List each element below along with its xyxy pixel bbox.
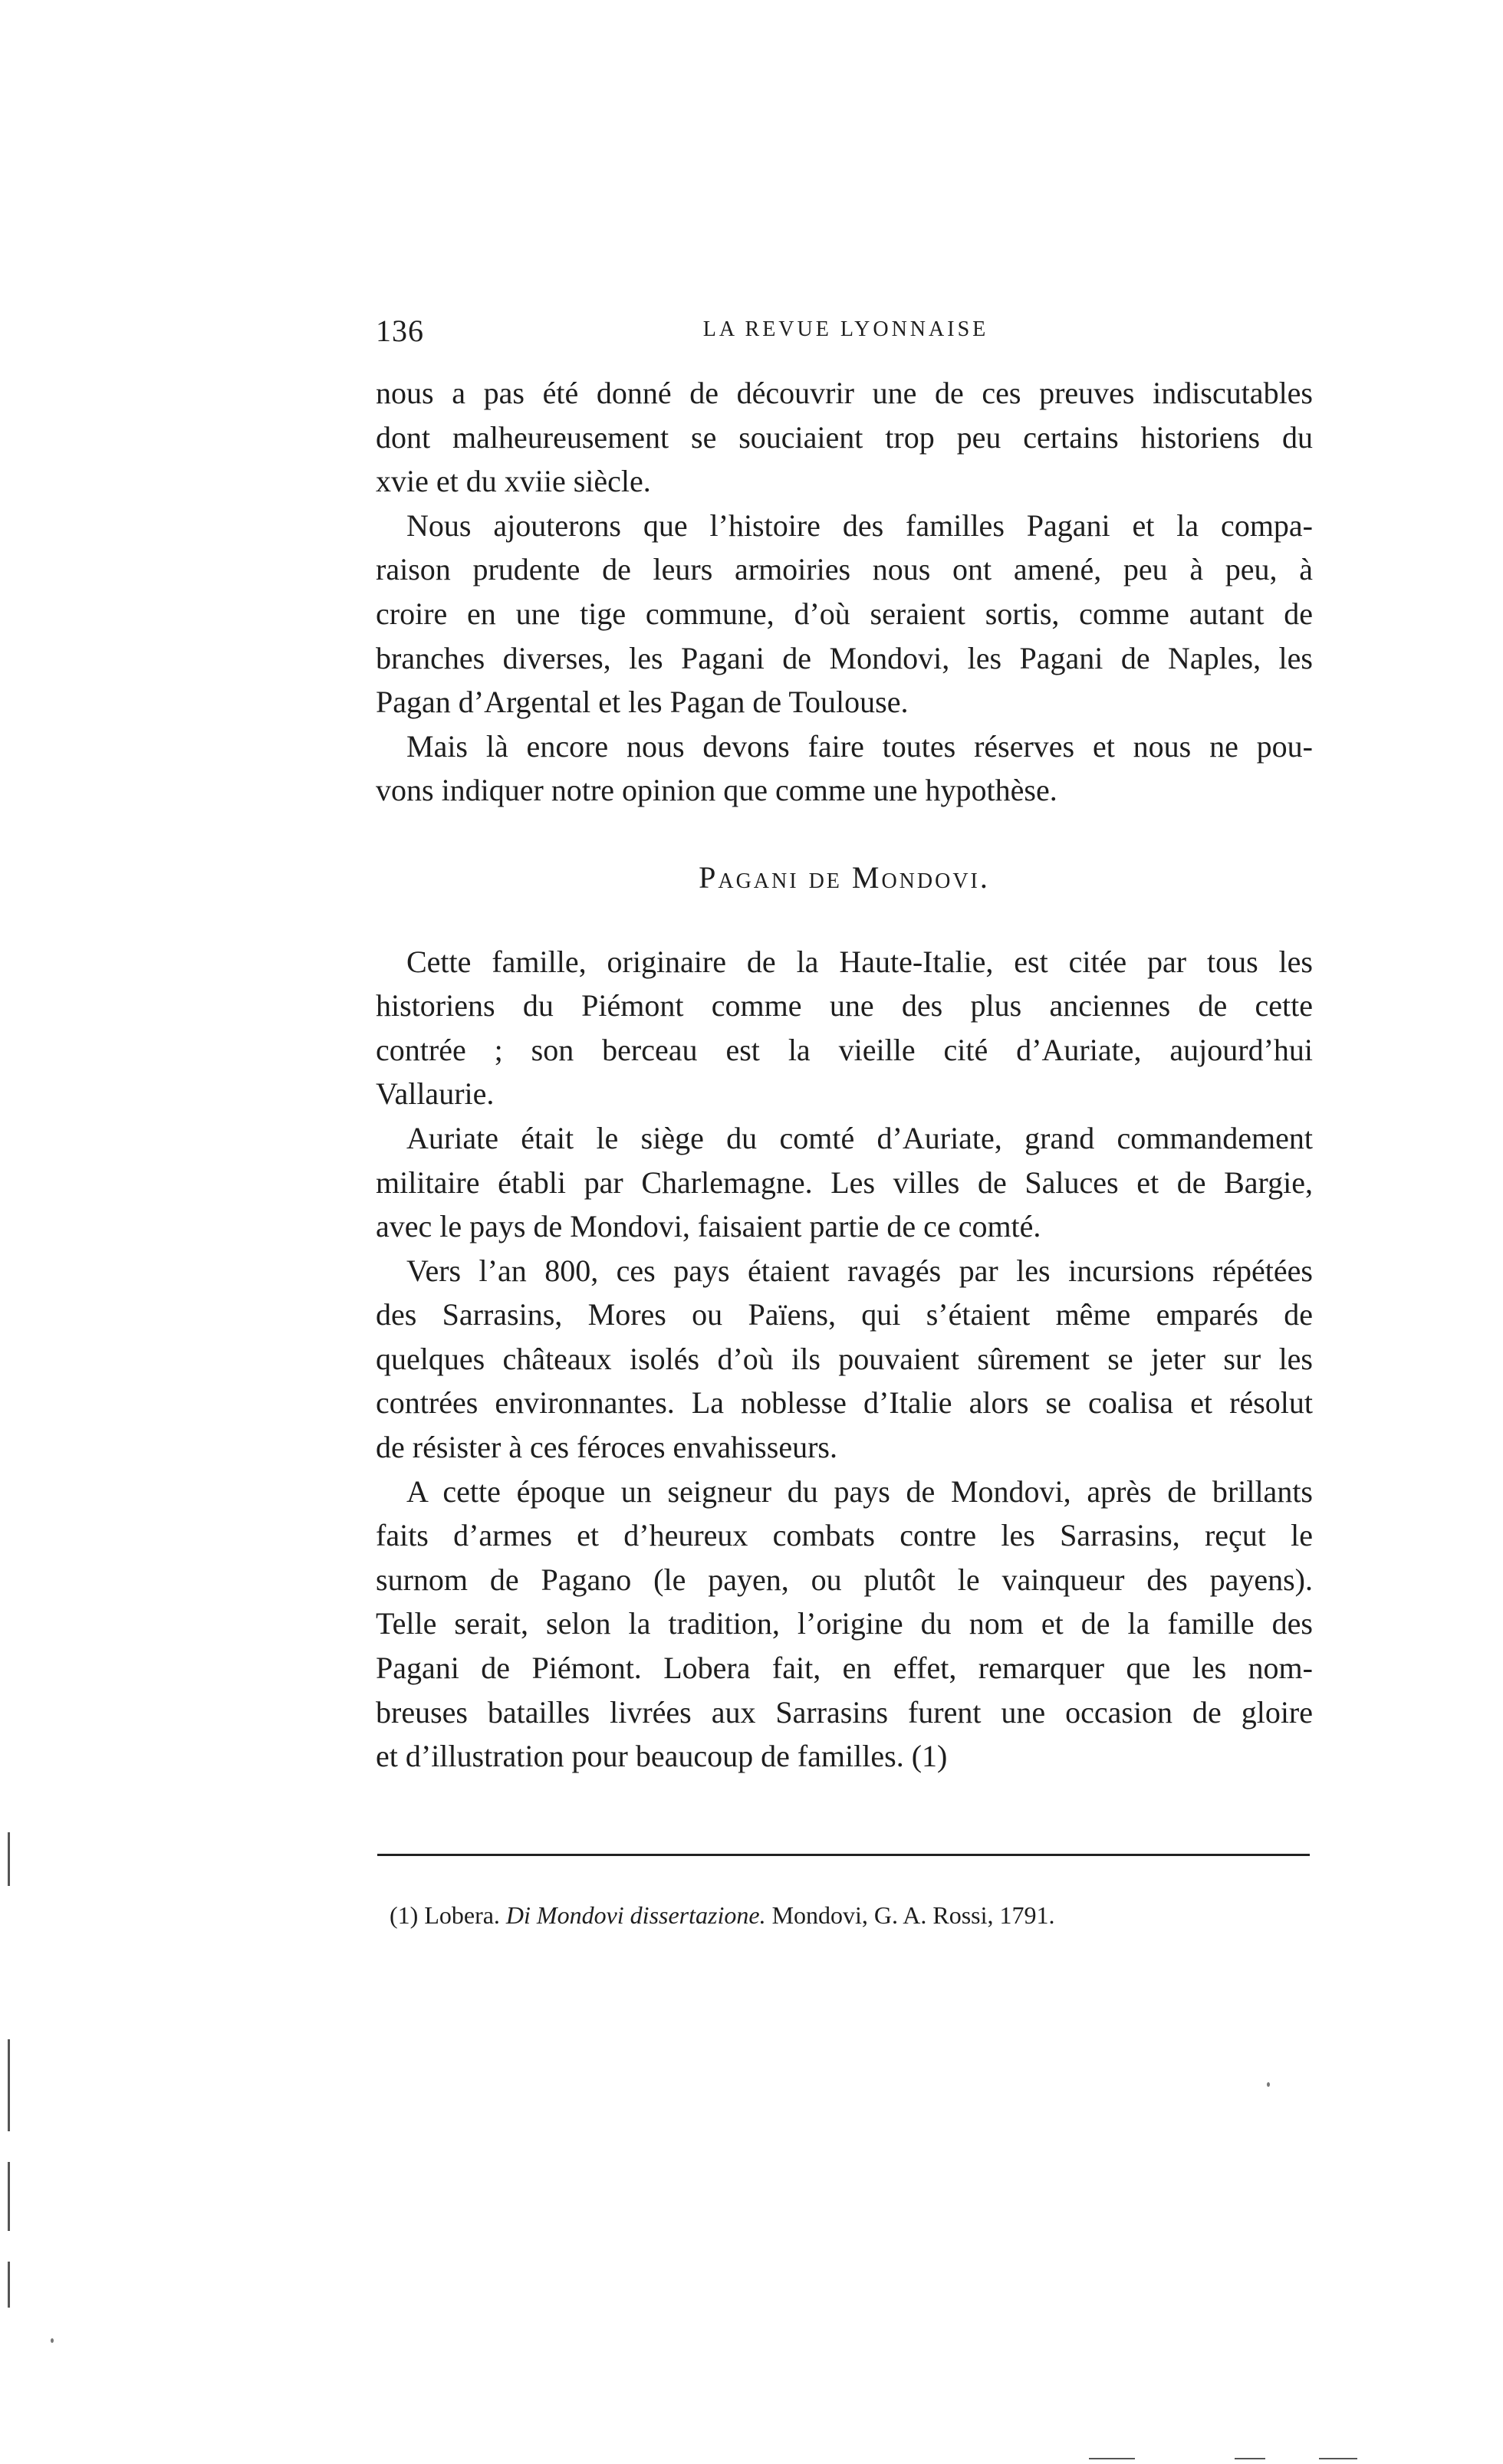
paragraph-4 (376, 940, 1313, 1116)
text-line: croire en une tige commune, d’où seraient sortis, comme autant de (376, 596, 1313, 631)
text-line: Vallaurie. (376, 1076, 495, 1112)
footnote-suffix: Mondovi, G. A. Rossi, 1791. (771, 1901, 1055, 1929)
footnote-prefix: (1) Lobera. (390, 1901, 500, 1929)
text-line: avec le pays de Mondovi, faisaient partie de ce comté. (376, 1209, 1041, 1244)
text-line: surnom de Pagano (le payen, ou plutôt le vainqueur des payens). (376, 1562, 1313, 1597)
running-header (376, 313, 1316, 359)
text-line: et d’illustration pour beaucoup de familles. (1) (376, 1739, 948, 1774)
text-line: militaire établi par Charlemagne. Les villes de Saluces et de Bargie, (376, 1165, 1313, 1200)
footnote-separator (377, 1854, 1310, 1856)
text-line: vons indiquer notre opinion que comme une hypothèse. (376, 773, 1057, 808)
text-line: faits d’armes et d’heureux combats contre les Sarrasins, reçut le (376, 1518, 1313, 1553)
text-line: contrée ; son berceau est la vieille cité d’Auriate, aujourd’hui (376, 1032, 1313, 1067)
main-text (376, 371, 1313, 1779)
paragraph-2 (376, 504, 1313, 724)
footnote-title: Di Mondovi dissertazione. (505, 1901, 766, 1929)
text-line: dont malheureusement se souciaient trop peu certains historiens du (376, 419, 1313, 455)
text-line: xvie et du xviie siècle. (376, 464, 651, 499)
text-line: historiens du Piémont comme une des plus anciennes de cette (376, 988, 1313, 1023)
text-line: Telle serait, selon la tradition, l’origine du nom et de la famille des (376, 1606, 1313, 1641)
page-number: 136 (376, 314, 424, 348)
text-line: breuses batailles livrées aux Sarrasins furent une occasion de gloire (376, 1694, 1313, 1730)
section-heading: Pagani de Mondovi. (699, 859, 990, 895)
text-line: quelques châteaux isolés d’où ils pouvaient sûrement se jeter sur les (376, 1341, 1313, 1376)
scan-mark (1089, 2458, 1135, 2459)
text-line: Auriate était le siège du comté d’Auriate, grand commandement (406, 1120, 1313, 1155)
scan-mark (1235, 2458, 1265, 2459)
paragraph-5 (376, 1116, 1313, 1249)
text-line: Cette famille, originaire de la Haute-Italie, est citée par tous les (406, 944, 1313, 979)
scan-speck (51, 2338, 54, 2343)
scan-mark (8, 2162, 10, 2231)
text-line: branches diverses, les Pagani de Mondovi, les Pagani de Naples, les (376, 640, 1313, 675)
paragraph-1 (376, 371, 1313, 504)
text-line: A cette époque un seigneur du pays de Mondovi, après de brillants (406, 1473, 1313, 1509)
text-line: nous a pas été donné de découvrir une de ces preuves indiscutables (376, 376, 1313, 410)
journal-title: LA REVUE LYONNAISE (702, 317, 989, 341)
scan-mark (8, 1832, 10, 1886)
text-line: Vers l’an 800, ces pays étaient ravagés par les incursions répétées (406, 1253, 1313, 1288)
paragraph-3 (376, 724, 1313, 813)
text-line: de résister à ces féroces envahisseurs. (376, 1430, 837, 1465)
text-line: Pagani de Piémont. Lobera fait, en effet, remarquer que les nom- (376, 1651, 1313, 1686)
scan-mark (8, 2262, 10, 2308)
text-line: Pagan d’Argental et les Pagan de Toulouse. (376, 685, 909, 720)
text-line: Mais là encore nous devons faire toutes réserves et nous ne pou- (406, 728, 1313, 764)
text-line: des Sarrasins, Mores ou Païens, qui s’étaient même emparés de (376, 1297, 1313, 1332)
footnote (390, 1900, 1310, 1930)
text-line: raison prudente de leurs armoiries nous ont amené, peu à peu, à (376, 552, 1313, 587)
scan-speck (1267, 2082, 1270, 2087)
text-line: contrées environnantes. La noblesse d’Italie alors se coalisa et résolut (376, 1385, 1313, 1421)
text-line: Nous ajouterons que l’histoire des familles Pagani et la compa- (406, 508, 1313, 543)
scan-mark (1319, 2458, 1357, 2459)
paragraph-6 (376, 1249, 1313, 1470)
paragraph-7 (376, 1470, 1313, 1779)
scan-mark (8, 2039, 10, 2131)
